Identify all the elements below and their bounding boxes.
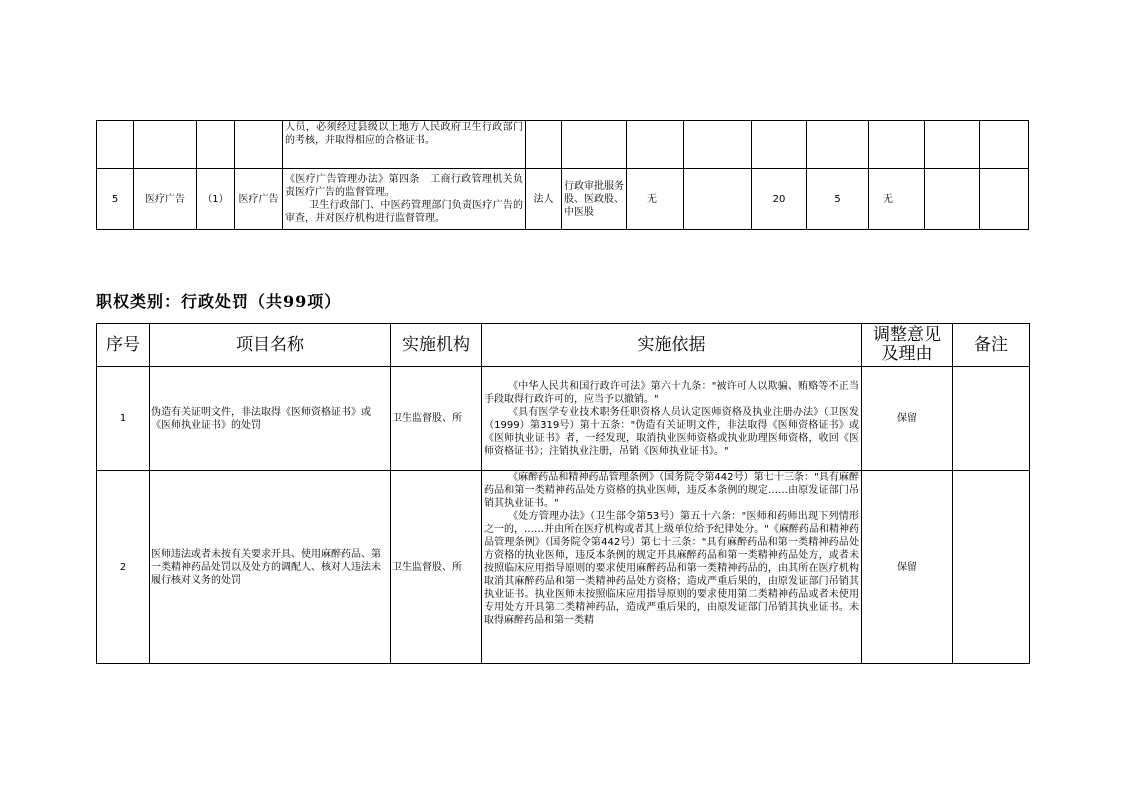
basis-paragraph: 卫生行政部门、中医药管理部门负责医疗广告的审查，并对医疗机构进行监督管理。 (285, 200, 523, 224)
header-row (97, 324, 1030, 367)
table-row (97, 471, 1030, 664)
basis-cell (482, 367, 862, 471)
row-number: 5 (97, 169, 134, 230)
row-number: 2 (97, 471, 150, 664)
basis-text: 人员，必须经过县级以上地方人民政府卫生行政部门的考核，并取得相应的合格证书。 (285, 122, 523, 146)
basis-paragraph: 《麻醉药品和精神药品管理条例》（国务院令第442号）第七十三条："具有麻醉药品和第一类精神药品处方资格的执业医师，违反本条例的规定……由原发证部门吊销其执业证书。" (484, 472, 859, 509)
category-name: 医疗广告 (134, 169, 197, 230)
opinion-cell: 保留 (862, 367, 953, 471)
basis-cell (482, 471, 862, 664)
header-org: 实施机构 (391, 324, 482, 367)
subject-cell: 法人 (526, 169, 562, 230)
remark-cell (953, 367, 1030, 471)
opinion-cell: 保留 (862, 471, 953, 664)
basis-cell (283, 121, 526, 169)
basis-cell (283, 169, 526, 230)
header-name: 项目名称 (150, 324, 391, 367)
sub-name: 医疗广告 (235, 169, 283, 230)
basis-paragraph: 《处方管理办法》（卫生部令第53号）第五十六条："医师和药师出现下列情形之一的，……并由所在医疗机构或者其上级单位给予纪律处分。"《麻醉药品和精神药品管理条例》（国务院令第442号）第七十三条："具有麻醉药品和第一类精神药品处方资格的执业医师，违反本条例的规定开具麻醉药品和第一类精神药品处方，或者未按照临床应用指导原则的要求使用麻醉药品和第一类精神药品的，由其所在医疗机构取消其麻醉药品和第一类精神药品处方资格；造成严重后果的，由原发证部门吊销其执业证书。执业医师未按照临床应用指导原则的要求使用第二类精神药品或者未使用专用处方开具第二类精神药品，造成严重后果的，由原发证部门吊销其执业证书。未取得麻醉药品和第一类精 (484, 511, 859, 626)
basis-paragraph: 《中华人民共和国行政许可法》第六十九条："被许可人以欺骗、贿赂等不正当手段取得行政许可的，应当予以撤销。" (484, 380, 859, 405)
table-row (97, 121, 1029, 169)
days-legal-cell: 20 (752, 169, 807, 230)
table-row (97, 367, 1030, 471)
sub-number: （1） (197, 169, 235, 230)
header-num: 序号 (97, 324, 150, 367)
fee-cell: 无 (627, 169, 684, 230)
days-promise-cell: 5 (807, 169, 869, 230)
org-cell: 卫生监督股、所 (391, 367, 482, 471)
basis-paragraph: 《具有医学专业技术职务任职资格人员认定医师资格及执业注册办法》（卫医发（1999）第319号）第十五条："伪造有关证明文件，非法取得《医师资格证书》或《医师执业证书》者，一经发现，取消执业医师资格或执业助理医师资格，收回《医师资格证书》；注销执业注册，吊销《医师执业证书》。" (484, 406, 859, 457)
header-remark: 备注 (953, 324, 1030, 367)
table-row (97, 169, 1029, 230)
dept-cell: 行政审批服务股、医政股、中医股 (562, 169, 627, 230)
remark-cell (953, 471, 1030, 664)
top-table (96, 120, 1029, 230)
header-basis: 实施依据 (482, 324, 862, 367)
penalty-table (96, 323, 1030, 664)
basis-paragraph: 《医疗广告管理办法》第四条 工商行政管理机关负责医疗广告的监督管理。 (285, 174, 523, 198)
other-cell: 无 (869, 169, 925, 230)
header-opinion: 调整意见及理由 (862, 324, 953, 367)
item-name: 伪造有关证明文件，非法取得《医师资格证书》或《医师执业证书》的处罚 (150, 367, 391, 471)
row-number: 1 (97, 367, 150, 471)
section-title: 职权类别：行政处罚（共99项） (96, 292, 342, 311)
org-cell: 卫生监督股、所 (391, 471, 482, 664)
item-name: 医师违法或者未按有关要求开具、使用麻醉药品、第一类精神药品处罚以及处方的调配人、核对人违法未履行核对义务的处罚 (150, 471, 391, 664)
